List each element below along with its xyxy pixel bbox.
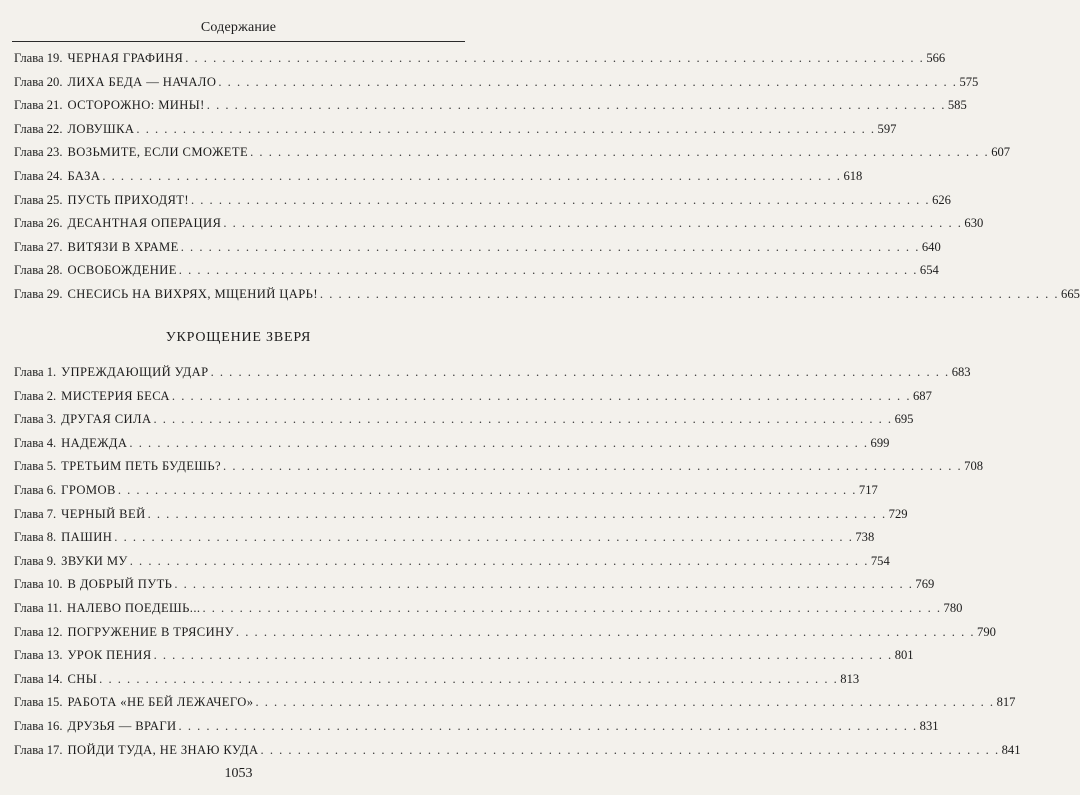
- chapter-number: Глава 23.: [14, 145, 63, 160]
- dot-leader: . . . . . . . . . . . . . . . . . . . . . . . . . . . . . . . . . . . . . . . . . . . . . . . . . . . . . . . . . . . . . . . . . . . . . . . . . . . . . . . .: [178, 263, 918, 278]
- toc-list-part-two: [14, 361, 1021, 762]
- dot-leader: . . . . . . . . . . . . . . . . . . . . . . . . . . . . . . . . . . . . . . . . . . . . . . . . . . . . . . . . . . . . . . . . . . . . . . . . . . . . . . . .: [185, 51, 925, 65]
- chapter-title: МИСТЕРИЯ БЕСА: [61, 388, 170, 403]
- chapter-number: Глава 15.: [14, 695, 63, 710]
- toc-entry: [14, 283, 1080, 307]
- toc-entry: [14, 94, 967, 118]
- chapter-page: 754: [870, 553, 890, 568]
- page-number: 1053: [224, 766, 253, 781]
- chapter-title: ДЕСАНТНАЯ ОПЕРАЦИЯ: [67, 216, 222, 231]
- chapter-number: Глава 11.: [14, 600, 63, 615]
- chapter-title: ОСВОБОЖДЕНИЕ: [67, 263, 177, 278]
- dot-leader: . . . . . . . . . . . . . . . . . . . . . . . . . . . . . . . . . . . . . . . . . . . . . . . . . . . . . . . . . . . . . . . . . . . . . . . . . . . . . . . .: [180, 239, 920, 254]
- chapter-number: Глава 26.: [14, 216, 63, 231]
- dot-leader: . . . . . . . . . . . . . . . . . . . . . . . . . . . . . . . . . . . . . . . . . . . . . . . . . . . . . . . . . . . . . . . . . . . . . . . . . . . . . . . .: [117, 482, 857, 497]
- chapter-title: ПОЙДИ ТУДА, НЕ ЗНАЮ КУДА: [67, 742, 259, 757]
- chapter-page: 566: [926, 51, 946, 65]
- dot-leader: . . . . . . . . . . . . . . . . . . . . . . . . . . . . . . . . . . . . . . . . . . . . . . . . . . . . . . . . . . . . . . . . . . . . . . . . . . . . . . . .: [190, 192, 931, 207]
- chapter-number: Глава 9.: [14, 553, 57, 568]
- chapter-number: Глава 24.: [14, 168, 63, 183]
- chapter-number: Глава 6.: [14, 482, 57, 497]
- toc-entry: [14, 385, 932, 409]
- chapter-page: 665: [1061, 286, 1080, 301]
- toc-entry: [14, 361, 971, 385]
- chapter-title: В ДОБРЫЙ ПУТЬ: [67, 577, 173, 592]
- chapter-title: ГРОМОВ: [61, 482, 116, 497]
- chapter-number: Глава 19.: [14, 51, 63, 65]
- dot-leader: . . . . . . . . . . . . . . . . . . . . . . . . . . . . . . . . . . . . . . . . . . . . . . . . . . . . . . . . . . . . . . . . . . . . . . . . . . . . . . . .: [319, 286, 1060, 301]
- toc-entry: [14, 644, 914, 668]
- dot-leader: . . . . . . . . . . . . . . . . . . . . . . . . . . . . . . . . . . . . . . . . . . . . . . . . . . . . . . . . . . . . . . . . . . . . . . . . . . . . . . . .: [129, 435, 869, 450]
- toc-entry: [14, 165, 863, 189]
- toc-entry: [14, 668, 860, 692]
- chapter-page: 769: [915, 577, 935, 592]
- toc-entry: [14, 739, 1021, 763]
- chapter-page: 626: [932, 192, 951, 207]
- toc-entry: [14, 189, 951, 213]
- chapter-page: 699: [870, 435, 890, 450]
- chapter-number: Глава 1.: [14, 365, 57, 379]
- dot-leader: . . . . . . . . . . . . . . . . . . . . . . . . . . . . . . . . . . . . . . . . . . . . . . . . . . . . . . . . . . . . . . . . . . . . . . . . . . . . . . . .: [114, 530, 854, 545]
- dot-leader: . . . . . . . . . . . . . . . . . . . . . . . . . . . . . . . . . . . . . . . . . . . . . . . . . . . . . . . . . . . . . . . . . . . . . . . . . . . . . . . .: [171, 388, 911, 403]
- chapter-number: Глава 7.: [14, 506, 57, 521]
- toc-entry: [14, 479, 878, 503]
- chapter-page: 687: [913, 388, 932, 403]
- toc-entry: [14, 573, 935, 597]
- chapter-title: ПУСТЬ ПРИХОДЯТ!: [67, 192, 189, 207]
- chapter-number: Глава 29.: [14, 286, 63, 301]
- chapter-title: УРОК ПЕНИЯ: [67, 648, 152, 663]
- dot-leader: . . . . . . . . . . . . . . . . . . . . . . . . . . . . . . . . . . . . . . . . . . . . . . . . . . . . . . . . . . . . . . . . . . . . . . . . . . . . . . . .: [223, 459, 963, 474]
- dot-leader: . . . . . . . . . . . . . . . . . . . . . . . . . . . . . . . . . . . . . . . . . . . . . . . . . . . . . . . . . . . . . . . . . . . . . . . . . . . . . . . .: [206, 98, 946, 113]
- toc-entry: [14, 455, 984, 479]
- chapter-page: 717: [858, 482, 878, 497]
- chapter-page: 640: [921, 239, 941, 254]
- dot-leader: . . . . . . . . . . . . . . . . . . . . . . . . . . . . . . . . . . . . . . . . . . . . . . . . . . . . . . . . . . . . . . . . . . . . . . . . . . . . . . . .: [178, 718, 918, 733]
- dot-leader: . . . . . . . . . . . . . . . . . . . . . . . . . . . . . . . . . . . . . . . . . . . . . . . . . . . . . . . . . . . . . . . . . . . . . . . . . . . . . . . .: [147, 506, 887, 521]
- chapter-number: Глава 4.: [14, 435, 57, 450]
- header-rule: [12, 41, 465, 42]
- dot-leader: . . . . . . . . . . . . . . . . . . . . . . . . . . . . . . . . . . . . . . . . . . . . . . . . . . . . . . . . . . . . . . . . . . . . . . . . . . . . . . . .: [235, 624, 976, 639]
- toc-entry: [14, 259, 939, 283]
- toc-entry: [14, 526, 875, 550]
- chapter-page: 597: [877, 121, 897, 136]
- chapter-number: Глава 5.: [14, 459, 57, 474]
- dot-leader: . . . . . . . . . . . . . . . . . . . . . . . . . . . . . . . . . . . . . . . . . . . . . . . . . . . . . . . . . . . . . . . . . . . . . . . . . . . . . . . .: [223, 216, 963, 231]
- chapter-title: ОСТОРОЖНО: МИНЫ!: [67, 98, 205, 113]
- chapter-number: Глава 21.: [14, 98, 63, 113]
- dot-leader: . . . . . . . . . . . . . . . . . . . . . . . . . . . . . . . . . . . . . . . . . . . . . . . . . . . . . . . . . . . . . . . . . . . . . . . . . . . . . . . .: [250, 145, 990, 160]
- dot-leader: . . . . . . . . . . . . . . . . . . . . . . . . . . . . . . . . . . . . . . . . . . . . . . . . . . . . . . . . . . . . . . . . . . . . . . . . . . . . . . . .: [210, 365, 950, 379]
- chapter-title: ЧЕРНЫЙ ВЕЙ: [61, 506, 146, 521]
- chapter-page: 780: [943, 600, 963, 615]
- chapter-page: 831: [919, 718, 939, 733]
- chapter-title: ПАШИН: [61, 530, 113, 545]
- chapter-page: 695: [894, 412, 914, 427]
- toc-entry: [14, 432, 890, 456]
- chapter-page: 841: [1001, 742, 1021, 757]
- chapter-number: Глава 14.: [14, 671, 63, 686]
- dot-leader: . . . . . . . . . . . . . . . . . . . . . . . . . . . . . . . . . . . . . . . . . . . . . . . . . . . . . . . . . . . . . . . . . . . . . . . . . . . . . . . .: [218, 74, 958, 89]
- dot-leader: . . . . . . . . . . . . . . . . . . . . . . . . . . . . . . . . . . . . . . . . . . . . . . . . . . . . . . . . . . . . . . . . . . . . . . . . . . . . . . . .: [129, 553, 869, 568]
- chapter-page: 630: [964, 216, 984, 231]
- chapter-title: ТРЕТЬИМ ПЕТЬ БУДЕШЬ?: [61, 459, 222, 474]
- toc-entry: [14, 597, 963, 621]
- chapter-page: 618: [843, 168, 863, 183]
- toc-entry: [14, 691, 1016, 715]
- chapter-number: Глава 27.: [14, 239, 63, 254]
- chapter-page: 817: [996, 695, 1016, 710]
- chapter-number: Глава 12.: [14, 624, 63, 639]
- dot-leader: . . . . . . . . . . . . . . . . . . . . . . . . . . . . . . . . . . . . . . . . . . . . . . . . . . . . . . . . . . . . . . . . . . . . . . . . . . . . . . . .: [99, 671, 839, 686]
- dot-leader: . . . . . . . . . . . . . . . . . . . . . . . . . . . . . . . . . . . . . . . . . . . . . . . . . . . . . . . . . . . . . . . . . . . . . . . . . . . . . . . .: [153, 412, 893, 427]
- chapter-number: Глава 16.: [14, 718, 63, 733]
- toc-entry: [14, 236, 941, 260]
- chapter-number: Глава 20.: [14, 74, 63, 89]
- toc-entry: [14, 408, 914, 432]
- chapter-title: НАДЕЖДА: [61, 435, 128, 450]
- dot-leader: . . . . . . . . . . . . . . . . . . . . . . . . . . . . . . . . . . . . . . . . . . . . . . . . . . . . . . . . . . . . . . . . . . . . . . . . . . . . . . . .: [136, 121, 876, 136]
- chapter-page: 575: [959, 74, 979, 89]
- dot-leader: . . . . . . . . . . . . . . . . . . . . . . . . . . . . . . . . . . . . . . . . . . . . . . . . . . . . . . . . . . . . . . . . . . . . . . . . . . . . . . . .: [255, 695, 995, 710]
- chapter-title: ПОГРУЖЕНИЕ В ТРЯСИНУ: [67, 624, 234, 639]
- chapter-number: Глава 25.: [14, 192, 63, 207]
- chapter-page: 607: [991, 145, 1011, 160]
- chapter-page: 738: [855, 530, 875, 545]
- chapter-title: РАБОТА «НЕ БЕЙ ЛЕЖАЧЕГО»: [67, 695, 254, 710]
- dot-leader: . . . . . . . . . . . . . . . . . . . . . . . . . . . . . . . . . . . . . . . . . . . . . . . . . . . . . . . . . . . . . . . . . . . . . . . . . . . . . . . .: [153, 648, 893, 663]
- toc-list-part-one: [14, 47, 1080, 307]
- dot-leader: . . . . . . . . . . . . . . . . . . . . . . . . . . . . . . . . . . . . . . . . . . . . . . . . . . . . . . . . . . . . . . . . . . . . . . . . . . . . . . . .: [260, 742, 1000, 757]
- chapter-number: Глава 22.: [14, 121, 63, 136]
- chapter-page: 790: [977, 624, 996, 639]
- chapter-page: 813: [840, 671, 860, 686]
- chapter-page: 801: [894, 648, 914, 663]
- chapter-title: НАЛЕВО ПОЕДЕШЬ...: [67, 600, 201, 615]
- chapter-title: ЛИХА БЕДА — НАЧАЛО: [67, 74, 217, 89]
- chapter-number: Глава 8.: [14, 530, 57, 545]
- section-heading: УКРОЩЕНИЕ ЗВЕРЯ: [165, 330, 312, 345]
- toc-entry: [14, 212, 984, 236]
- dot-leader: . . . . . . . . . . . . . . . . . . . . . . . . . . . . . . . . . . . . . . . . . . . . . . . . . . . . . . . . . . . . . . . . . . . . . . . . . . . . . . . .: [102, 168, 842, 183]
- chapter-title: БАЗА: [67, 168, 101, 183]
- chapter-number: Глава 10.: [14, 577, 63, 592]
- toc-entry: [14, 141, 1011, 165]
- running-header: Содержание: [200, 20, 277, 35]
- chapter-number: Глава 13.: [14, 648, 63, 663]
- chapter-page: 654: [919, 263, 939, 278]
- chapter-title: УПРЕЖДАЮЩИЙ УДАР: [61, 365, 209, 379]
- toc-entry: [14, 621, 996, 645]
- chapter-page: 708: [964, 459, 984, 474]
- chapter-title: ЛОВУШКА: [67, 121, 135, 136]
- chapter-number: Глава 28.: [14, 263, 63, 278]
- chapter-number: Глава 3.: [14, 412, 57, 427]
- chapter-title: ВИТЯЗИ В ХРАМЕ: [67, 239, 179, 254]
- chapter-page: 683: [951, 365, 971, 379]
- chapter-title: СНЫ: [67, 671, 98, 686]
- toc-entry: [14, 550, 890, 574]
- dot-leader: . . . . . . . . . . . . . . . . . . . . . . . . . . . . . . . . . . . . . . . . . . . . . . . . . . . . . . . . . . . . . . . . . . . . . . . . . . . . . . . .: [202, 600, 942, 615]
- chapter-title: ДРУГАЯ СИЛА: [61, 412, 152, 427]
- toc-entry: [14, 503, 908, 527]
- toc-entry: [14, 71, 979, 95]
- chapter-title: ВОЗЬМИТЕ, ЕСЛИ СМОЖЕТЕ: [67, 145, 249, 160]
- chapter-page: 585: [947, 98, 967, 113]
- chapter-title: ЗВУКИ МУ: [61, 553, 128, 568]
- chapter-page: 729: [888, 506, 908, 521]
- chapter-number: Глава 2.: [14, 388, 57, 403]
- chapter-title: СНЕСИСЬ НА ВИХРЯХ, МЩЕНИЙ ЦАРЬ!: [67, 286, 318, 301]
- chapter-title: ЧЕРНАЯ ГРАФИНЯ: [67, 51, 184, 65]
- dot-leader: . . . . . . . . . . . . . . . . . . . . . . . . . . . . . . . . . . . . . . . . . . . . . . . . . . . . . . . . . . . . . . . . . . . . . . . . . . . . . . . .: [174, 577, 914, 592]
- toc-entry: [14, 47, 946, 71]
- chapter-title: ДРУЗЬЯ — ВРАГИ: [67, 718, 177, 733]
- toc-entry: [14, 118, 897, 142]
- toc-entry: [14, 715, 939, 739]
- chapter-number: Глава 17.: [14, 742, 63, 757]
